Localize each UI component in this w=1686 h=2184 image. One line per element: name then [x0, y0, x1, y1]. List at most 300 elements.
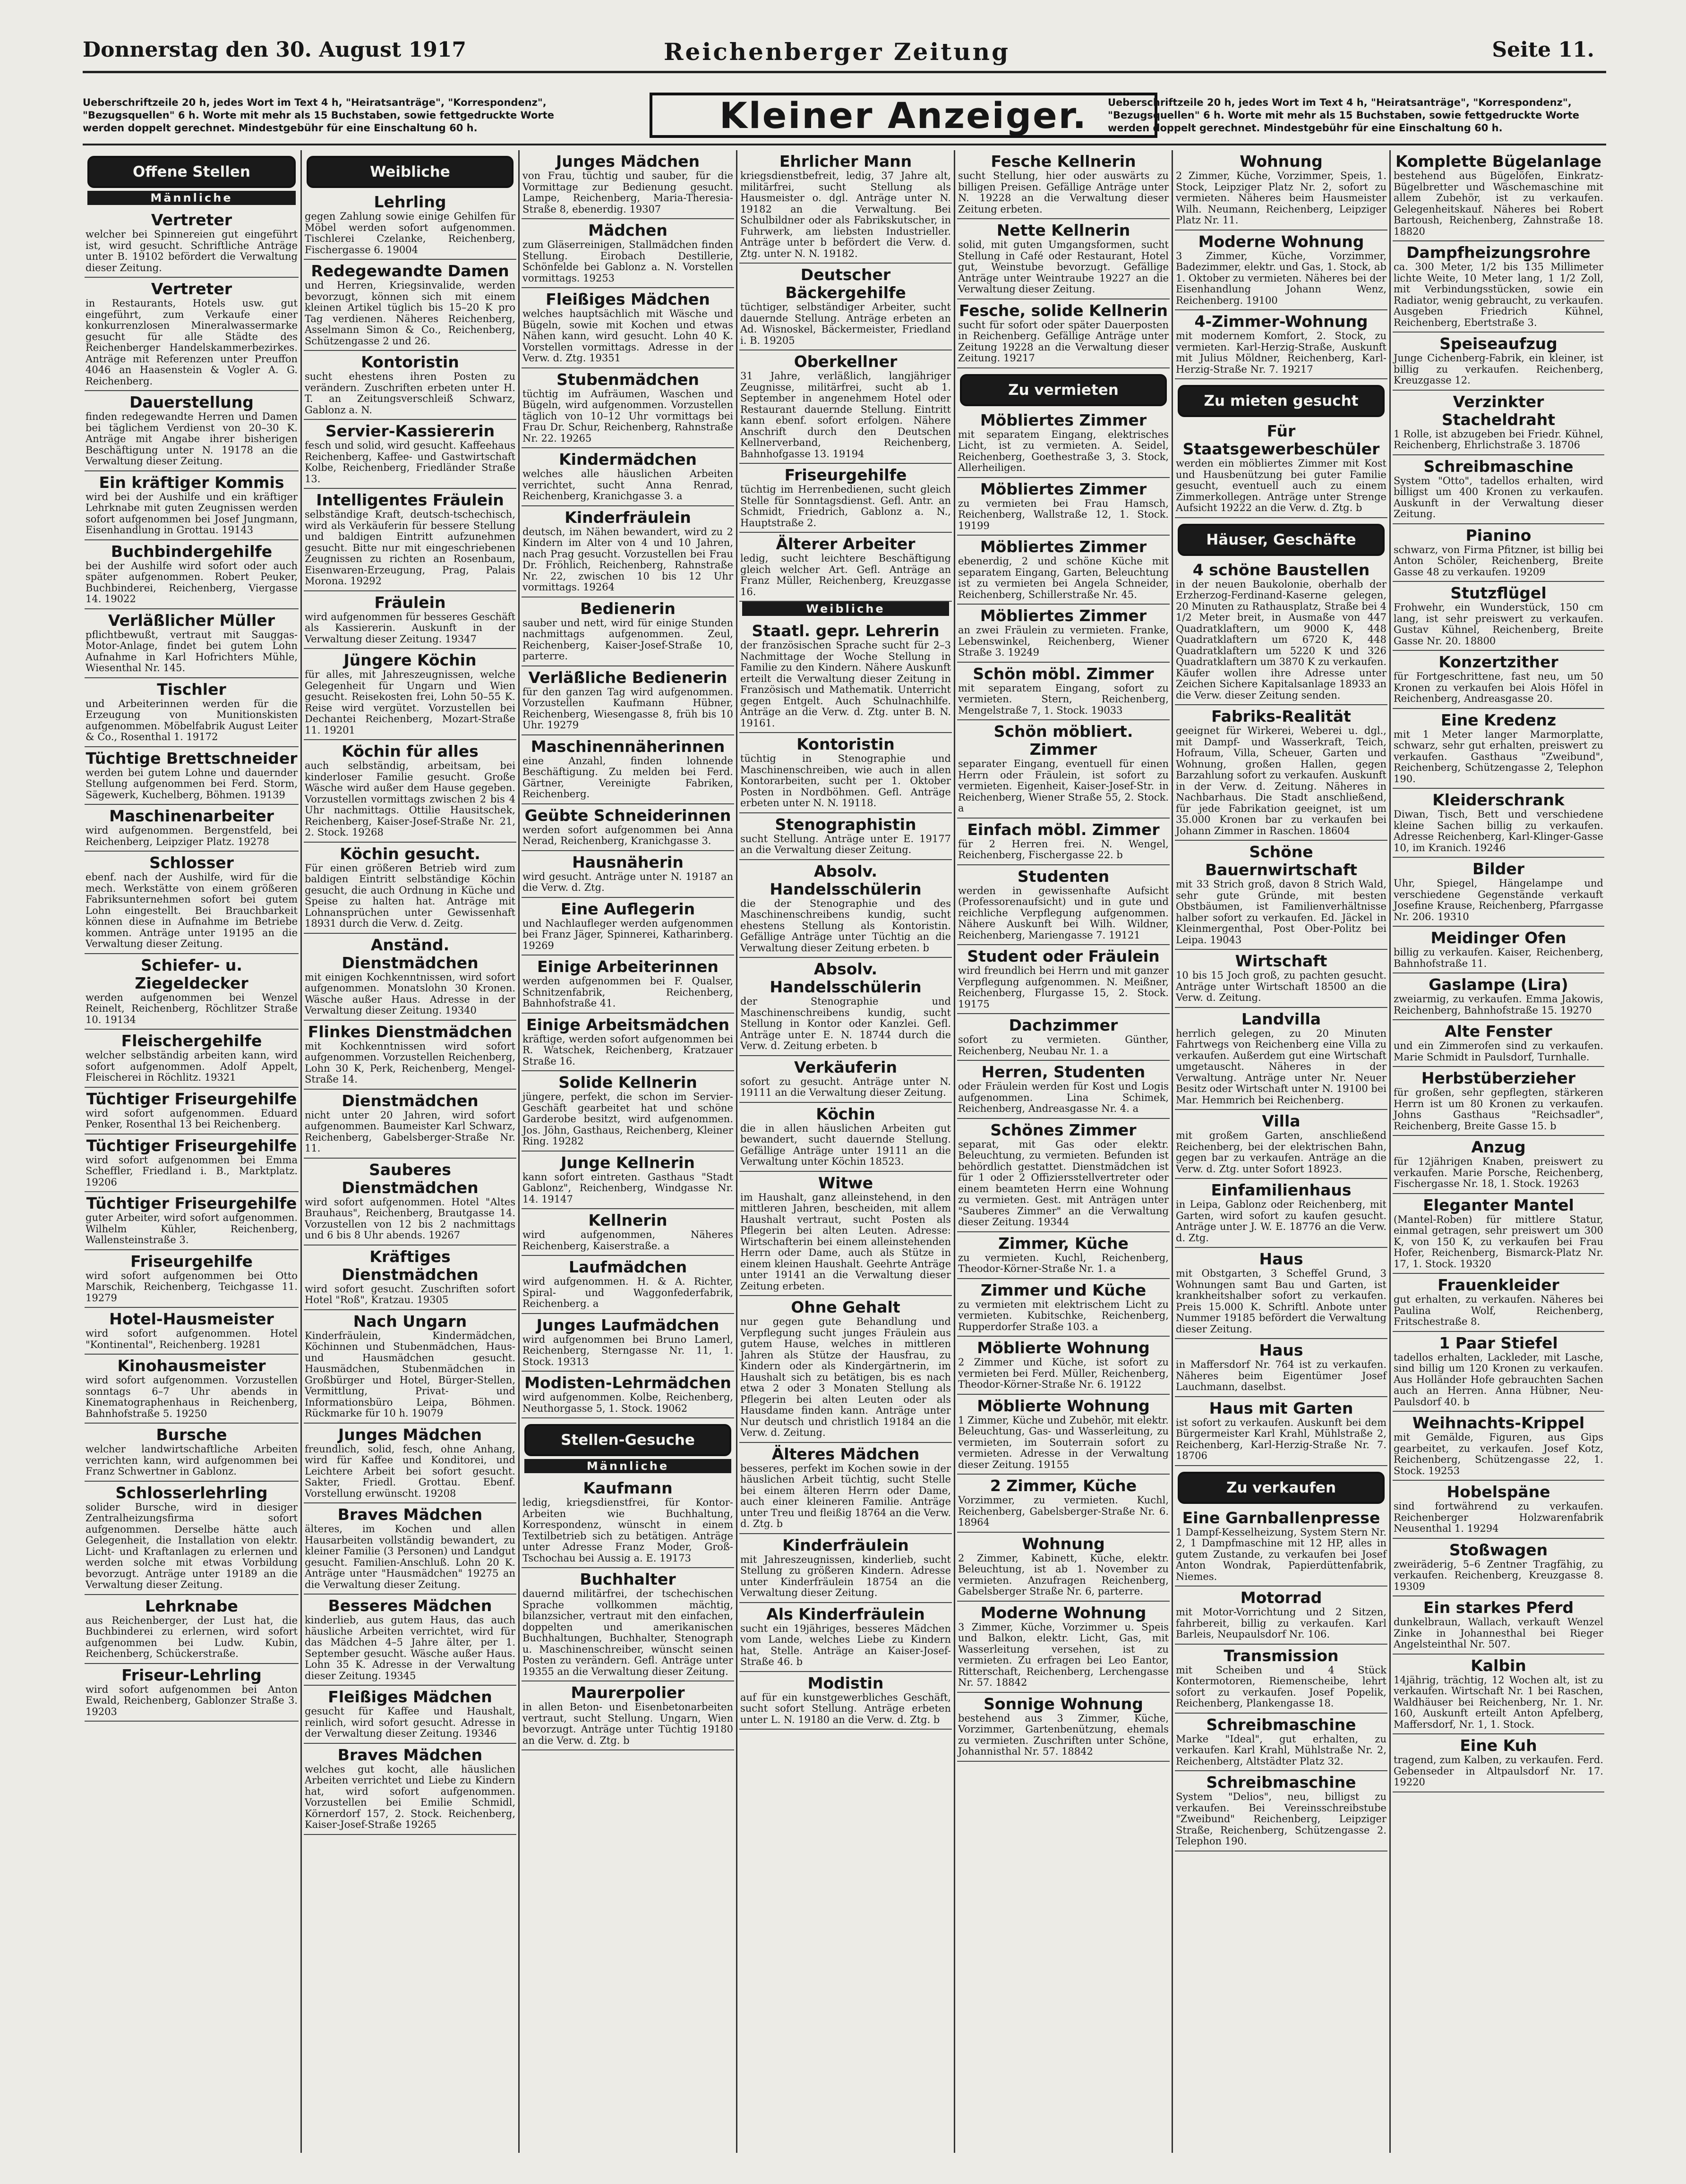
ad-text: wird sofort aufgenommen. Vorzustellen sonntags 6–7 Uhr abends in Kinematographenhaus in Reichenberg, Bahnhofstraße 5. 19250: [86, 1374, 298, 1419]
ad-heading: Tischler: [157, 680, 226, 699]
ad-text: mit Gemälde, Figuren, aus Gips gearbeitet, zu verkaufen. Josef Kotz, Reichenberg, Schützengasse 22, 1. Stock. 19253: [1394, 1432, 1603, 1476]
ad-heading: Haus mit Garten: [1209, 1399, 1353, 1417]
classified-ad: [85, 678, 299, 747]
classified-ad: [522, 597, 734, 666]
classified-ad: [85, 1424, 299, 1482]
ad-heading: 2 Zimmer, Küche: [990, 1476, 1137, 1495]
classified-ad: [1175, 1714, 1387, 1772]
ad-heading: Laufmädchen: [568, 1258, 687, 1276]
classified-ad: [739, 1103, 952, 1172]
classified-ad: [1393, 1136, 1604, 1194]
ad-text: welcher landwirtschaftliche Arbeiten verrichten kann, wird aufgenommen bei Franz Schwertner in Gablonz.: [86, 1443, 298, 1477]
ad-text: in Leipa, Gablonz oder Reichenberg, mit Garten, wird sofort zu kaufen gesucht. Anträge unter J. W. E. 18776 an die Verw. d. Ztg.: [1176, 1199, 1386, 1244]
subsection-heading: Weibliche: [742, 602, 949, 616]
ad-heading: Bursche: [156, 1425, 227, 1444]
ad-heading: Schöne Bauernwirtschaft: [1205, 843, 1357, 879]
ad-heading: Maschinenarbeiter: [109, 807, 274, 825]
classified-ad: [1175, 420, 1387, 518]
classified-ad: [85, 954, 299, 1030]
classified-ad: [1393, 1655, 1604, 1735]
ad-text: welcher bei Spinnereien gut eingeführt ist, wird gesucht. Schriftliche Anträge unter B. 19102 befördert die Verwaltung dieser Zeitung.: [86, 229, 298, 273]
classified-ad: [957, 865, 1170, 946]
ad-heading: Buchhalter: [580, 1570, 676, 1588]
ad-text: eine Anzahl, finden lohnende Beschäftigung. Zu melden bei Ferd. Gärtner, Vereinigte Fabriken, Reichenberg.: [522, 755, 733, 800]
ad-text: wird aufgenommen für besseres Geschäft als Kassiererin. Auskunft in der Verwaltung dieser Zeitung. 19347: [305, 611, 515, 645]
ad-text: jüngere, perfekt, die schon im Servier-Geschäft gearbeitet hat und schöne Garderobe besitzt, wird aufgenommen. Jos. Jöhn, Gasthaus, Reichenberg, Kleiner Ring. 19282: [522, 1091, 733, 1147]
classified-ad: [522, 448, 734, 506]
ad-text: im Haushalt, ganz alleinstehend, in den mittleren Jahren, bescheiden, mit allem Haushalt vertraut, sucht Posten als Pflegerin bei alten Leuten. Adresse: Wirtschafterin bei einem alleinstehenden Herrn oder Dame, auch als Stütze in einem kleinen Haushalt. Geehrte Anträge unter 19141 an die Verwaltung dieser Zeitung erbeten.: [740, 1191, 951, 1292]
classified-ad: [85, 1088, 299, 1135]
ad-text: 1 Zimmer, Küche und Zubehör, mit elektr. Beleuchtung, Gas- und Wasserleitung, zu vermieten, im Souterrain sofort zu vermieten. Adresse in der Verwaltung dieser Zeitung. 19155: [958, 1414, 1169, 1470]
classified-ad: [1175, 1587, 1387, 1645]
classified-ad: [957, 720, 1170, 819]
ad-text: die in allen häuslichen Arbeiten gut bewandert, sucht dauernde Stellung. Gefällige Anträge unter 19111 an die Verwaltung unter Köchin 18523.: [740, 1122, 951, 1167]
ad-text: tragend, zum Kalben, zu verkaufen. Ferd. Gebenseder in Altpaulsdorf Nr. 17. 19220: [1394, 1754, 1603, 1788]
ad-heading: Als Kinderfräulein: [766, 1604, 925, 1623]
ad-heading: Fesche Kellnerin: [991, 152, 1136, 171]
ad-heading: Dampfheizungsrohre: [1406, 243, 1591, 262]
classified-ad: [957, 150, 1170, 219]
rate-notice-left: Ueberschriftzeile 20 h, jedes Wort im Text 4 h, "Heiratsanträge", "Korrespondenz", "Bezugsquellen" 6 h. Worte mit mehr als 15 Buchstaben, sowie fettgedruckte Worte werden doppelt gerechnet. Mindestgebühr für eine Einschaltung 60 h.: [83, 97, 555, 134]
ad-heading: Schreibmaschine: [1206, 1773, 1356, 1792]
classified-ad: [739, 860, 952, 958]
ad-heading: Besseres Mädchen: [328, 1596, 492, 1615]
classified-ad: [304, 934, 516, 1021]
classified-ad: [1175, 1179, 1387, 1248]
classified-ad: [957, 1119, 1170, 1232]
ad-text: sucht für sofort oder später Dauerposten in Reichenberg. Gefällige Anträge unter Zeitung 19228 an die Verwaltung dieser Zeitung. 19217: [958, 319, 1169, 364]
classified-ad: [957, 663, 1170, 721]
ad-text: und Arbeiterinnen werden für die Erzeugung von Munitionskisten aufgenommen. Möbelfabrik August Leiter & Co., Rosenthal 1. 19172: [86, 698, 298, 742]
ad-heading: Anzug: [1471, 1138, 1526, 1156]
ad-heading: Moderne Wohnung: [980, 1603, 1147, 1622]
ad-heading: Kräftiges Dienstmädchen: [342, 1247, 479, 1284]
classified-ad: [957, 945, 1170, 1014]
ad-text: freundlich, solid, fesch, ohne Anhang, wird für Kaffee und Konditorei, und Leichtere Arbeit bei sofort gesucht. Sakter, Friedl. Grottau. Ebenf. Vorstellung erwünscht. 19208: [305, 1443, 515, 1499]
ad-heading: Verkäuferin: [794, 1058, 897, 1076]
classified-ad: [1393, 241, 1604, 333]
classified-ad: [304, 1090, 516, 1159]
ad-text: Uhr, Spiegel, Hängelampe und verschiedene Gegenstände verkauft Josefine Krause, Reichenberg, Pfarrgasse Nr. 206. 19310: [1394, 878, 1603, 922]
ad-heading: Fräulein: [374, 593, 446, 612]
classified-ad: [739, 264, 952, 350]
classified-ad: [85, 471, 299, 540]
ad-column: [954, 150, 1172, 2153]
ad-heading: Maurerpolier: [571, 1683, 685, 1702]
classified-ad: [739, 1296, 952, 1443]
ad-heading: Eine Auflegerin: [560, 899, 695, 918]
classified-ad: [1175, 1507, 1387, 1587]
ad-heading: Stutzflügel: [1450, 584, 1547, 602]
ad-text: mit Motor-Vorrichtung und 2 Sitzen, fahrbereit, billig zu verkaufen. Karl Barleis, Neupaulsdorf Nr. 106.: [1176, 1606, 1386, 1640]
subsection-heading: Männliche: [87, 191, 296, 205]
ad-heading: Dienstmädchen: [342, 1091, 479, 1110]
ad-text: Kinderfräulein, Kindermädchen, Köchinnen und Stubenmädchen, Haus- und Hausmädchen gesucht. Hausmädchen, Stubenmädchen in Großbürger und Hotel, Bürger-Stellen, Vermittlung, Privat- und Informationsbüro Leipa, Böhmen. Rückmarke für 10 h. 19079: [305, 1330, 515, 1419]
ad-heading: Vertreter: [151, 211, 232, 229]
classified-ad: [522, 506, 734, 597]
ad-heading: Einige Arbeiterinnen: [537, 957, 719, 976]
ad-heading: Frauenkleider: [1438, 1276, 1559, 1294]
classified-ad: [1175, 150, 1387, 230]
classified-ad: [85, 540, 299, 609]
classified-ad: [85, 1355, 299, 1424]
classified-ad: [957, 1337, 1170, 1395]
ad-text: an zwei Fräulein zu vermieten. Franke, Lebenswinkel, Reichenberg, Wiener Straße 3. 19249: [958, 624, 1169, 658]
ad-text: 2 Zimmer, Küche, Vorzimmer, Speis, 1. Stock, Leipziger Platz Nr. 2, sofort zu vermieten. Näheres beim Hausmeister Wilh. Neumann, Reichenberg, Leipziger Platz Nr. 11.: [1176, 170, 1386, 226]
ad-text: Junge Cichenberg-Fabrik, ein kleiner, ist billig zu verkaufen. Reichenberg, Kreuzgasse 12.: [1394, 352, 1603, 386]
ad-heading: Eleganter Mantel: [1423, 1195, 1574, 1214]
ad-heading: Schiefer- u. Ziegeldecker: [135, 956, 248, 992]
ad-text: 31 Jahre, verläßlich, langjähriger Zeugnisse, militärfrei, sucht ab 1. September in angenehmem Hotel oder Restaurant dauernde Stellung. Eintritt kann ebenf. sofort erfolgen. Nähere Anschrift durch den Deutschen Kellnerverband, Reichenberg, Bahnhofgasse 13. 19194: [740, 370, 951, 460]
ad-heading: Villa: [1262, 1112, 1301, 1130]
ad-heading: Ein starkes Pferd: [1423, 1598, 1574, 1617]
ad-text: sofort zu gesucht. Anträge unter N. 19111 an die Verwaltung dieser Zeitung.: [740, 1075, 951, 1098]
ad-text: dunkelbraun, Wallach, verkauft Wenzel Zinke in Johannesthal bei Rieger Angelsteinthal Nr. 507.: [1394, 1616, 1603, 1650]
classified-ad: [739, 533, 952, 602]
classified-ad: [1175, 310, 1387, 379]
ad-text: 3 Zimmer, Küche, Vorzimmer, Badezimmer, elektr. und Gas, 1. Stock, ab 1. Oktober zu vermieten. Näheres bei der Eisenhandlung Johann Wenz, Reichenberg. 19100: [1176, 250, 1386, 306]
ad-heading: Oberkellner: [794, 352, 898, 371]
ad-text: wird sofort gesucht. Zuschriften sofort Hotel "Roß", Kratzau. 19305: [305, 1283, 515, 1305]
ad-heading: Herren, Studenten: [981, 1063, 1146, 1081]
ad-heading: Kleiderschrank: [1432, 791, 1565, 809]
ad-heading: Stubenmädchen: [556, 370, 699, 389]
ad-columns: [83, 150, 1606, 2153]
classified-ad: [304, 591, 516, 649]
classified-ad: [85, 1135, 299, 1193]
ad-text: werden bei gutem Lohne und dauernder Stellung aufgenommen bei Ferd. Storm, Sägewerk, Kuchelberg, Böhmen. 19139: [86, 767, 298, 801]
ad-heading: Schlosserlehrling: [115, 1483, 268, 1502]
ad-text: wird aufgenommen bei Bruno Lamerl, Reichenberg, Sterngasse Nr. 11, 1. Stock. 19313: [522, 1333, 733, 1367]
section-heading: Offene Stellen: [87, 156, 296, 188]
ad-heading: Hobelspäne: [1446, 1483, 1550, 1501]
ad-heading: Tüchtiger Friseurgehilfe: [86, 1089, 297, 1108]
classified-ad: [1393, 1481, 1604, 1539]
ad-text: 2 Zimmer, Kabinett, Küche, elektr. Beleuchtung, ist ab 1. November zu vermieten. Anzufragen Reichenberg, Gabelsberger Straße Nr. 6, parterre.: [958, 1552, 1169, 1597]
classified-ad: [1393, 651, 1604, 709]
classified-ad: [522, 368, 734, 449]
ad-heading: Junges Laufmädchen: [536, 1315, 719, 1334]
masthead-rule: [83, 71, 1606, 73]
ad-heading: Eine Kredenz: [1440, 710, 1557, 729]
classified-ad: [1175, 950, 1387, 1008]
ad-heading: Möblierte Wohnung: [977, 1339, 1150, 1357]
classified-ad: [85, 805, 299, 852]
classified-ad: [304, 1159, 516, 1246]
classified-ad: [1393, 858, 1604, 927]
classified-ad: [1393, 582, 1604, 651]
classified-ad: [1175, 1771, 1387, 1851]
ad-text: mit Scheiben und 4 Stück Kontermotoren, Riemenscheibe, lehrt sofort zu verkaufen. Josef Popelik, Reichenberg, Plankengasse 18.: [1176, 1664, 1386, 1709]
ad-text: wird sofort aufgenommen. Hotel "Altes Brauhaus", Reichenberg, Brautgasse 14. Vorzustellen von 12 bis 2 nachmittags und 6 bis 8 Uhr abends. 19267: [305, 1196, 515, 1241]
classified-ad: [304, 1503, 516, 1595]
ad-text: mit Kochkenntnissen wird sofort aufgenommen. Vorzustellen Reichenberg, Lohn 30 K, Perk, Reichenberg, Mengel-Straße 14.: [305, 1040, 515, 1085]
ad-text: ebenf. nach der Aushilfe, wird für die mech. Werkstätte von einem größeren Fabriksunternehmen sofort bei gutem Lohn eingestellt. Bei Brauchbarkeit können diese in Aufnahme im Betriebe kommen. Anträge unter 19195 an die Verwaltung dieser Zeitung.: [86, 871, 298, 949]
classified-ad: [1393, 1734, 1604, 1792]
ad-text: werden ein möbliertes Zimmer mit Kost und Hausbenützung bei guter Familie gesucht, eventuell auch zu einem Zimmerkollegen. Anträge unter Strenge Aufsicht 19222 an die Verw. d. Ztg. b: [1176, 458, 1386, 513]
ad-heading: Älteres Mädchen: [771, 1444, 920, 1463]
ad-heading: Braves Mädchen: [337, 1505, 483, 1524]
ad-heading: Lehrknabe: [145, 1596, 238, 1615]
ad-text: mit modernem Komfort, 2. Stock, zu vermieten. Karl-Herzig-Straße, Auskunft mit Julius Möldner, Reichenberg, Karl-Herzig-Straße Nr. 7. 19217: [1176, 330, 1386, 375]
ad-heading: Speiseaufzug: [1439, 334, 1558, 353]
classified-ad: [957, 1533, 1170, 1602]
classified-ad: [1175, 705, 1387, 841]
ad-column: [736, 150, 954, 2153]
classified-ad: [522, 1477, 734, 1568]
ad-text: welches gut kocht, alle häuslichen Arbeiten verrichtet und Liebe zu Kindern hat, wird sofort aufgenommen. Vorzustellen bei Emilie Schmidl, Körnerdorf 157, 2. Stock. Reichenberg, Kaiser-Josef-Straße 19265: [305, 1763, 515, 1830]
classified-ad: [957, 1279, 1170, 1337]
classified-header: [83, 93, 1606, 140]
ad-heading: Jüngere Köchin: [343, 651, 477, 669]
ad-text: ebenerdig, 2 und schöne Küche mit separatem Eingang, Garten, Beleuchtung ist zu vermieten bei Angela Schneider, Reichenberg, Schillerstraße Nr. 45.: [958, 555, 1169, 600]
ad-heading: Modistin: [807, 1673, 884, 1692]
classified-ad: [522, 898, 734, 956]
ad-text: wird aufgenommen, Näheres Reichenberg, Kaiserstraße. a: [522, 1229, 733, 1252]
ad-heading: Bilder: [1472, 860, 1525, 878]
section-heading: Weibliche: [307, 156, 514, 188]
ad-text: älteres, im Kochen und allen Hausarbeiten vollständig bewandert, zu kleiner Familie (3 Personen) und Landgut gesucht. Familien-Anschluß. Lohn 20 K. Anträge unter "Hausmädchen" 19275 an die Verwaltung dieser Zeitung.: [305, 1523, 515, 1590]
classified-ad: [1175, 1008, 1387, 1110]
ad-text: ledig, kriegsdienstfrei, für Kontor-Arbeiten wie Buchhaltung, Korrespondenz, wünscht in einem Textilbetrieb sich zu betätigen. Anträge unter Adresse Franz Moder, Groß-Tschochau bei Aussig a. E. 19173: [522, 1497, 733, 1564]
ad-text: kinderlieb, aus gutem Haus, das auch häusliche Arbeiten verrichtet, wird für das Mädchen 4–5 Jahre älter, per 1. September gesucht. Wäsche außer Haus. Lohn 35 K. Adresse in der Verwaltung dieser Zeitung. 19345: [305, 1614, 515, 1681]
classified-ad: [957, 299, 1170, 368]
ad-heading: Tüchtige Brettschneider: [86, 749, 298, 768]
ad-text: nur gegen gute Behandlung und Verpflegung sucht junges Fräulein aus gutem Hause, welches in mittleren Jahren als Stütze der Hausfrau, zu Kindern oder als Kindergärtnerin, im Haushalt sich zu betätigen, bis es nach etwa 2 oder 3 Monaten Stellung als Pflegerin bei alten Leuten oder als Hausdame finden kann. Anträge unter Nur deutsch und christlich 19184 an die Verw. d. Zeitung.: [740, 1316, 951, 1438]
ad-heading: Maschinennäherinnen: [531, 737, 725, 756]
ad-text: wird gesucht. Anträge unter N. 19187 an die Verw. d. Ztg.: [522, 870, 733, 893]
classified-ad: [1393, 1067, 1604, 1136]
ad-heading: Kellnerin: [588, 1211, 668, 1229]
ad-text: gut erhalten, zu verkaufen. Näheres bei Paulina Wolf, Reichenberg, Fritschestraße 8.: [1394, 1294, 1603, 1327]
ad-heading: Meidinger Ofen: [1430, 929, 1566, 947]
ad-text: wird bei der Aushilfe und ein kräftiger Lehrknabe mit guten Zeugnissen werden sofort aufgenommen bei Josef Jungmann, Eisenhandlung in Grottau. 19143: [86, 491, 298, 536]
ad-heading: Modisten-Lehrmädchen: [524, 1374, 731, 1392]
classified-ad: [1393, 973, 1604, 1020]
ad-heading: Nach Ungarn: [353, 1312, 467, 1331]
classified-ad: [304, 843, 516, 934]
ad-heading: Schreibmaschine: [1423, 457, 1574, 476]
classified-ad: [85, 1192, 299, 1250]
ad-heading: Dachzimmer: [1009, 1016, 1118, 1034]
ad-text: sucht ehestens ihren Posten zu verändern. Zuschriften erbeten unter H. T. an Zeitungsverschleiß Schwarz, Gablonz a. N.: [305, 371, 515, 416]
ad-text: tüchtig im Aufräumen, Waschen und Bügeln, wird aufgenommen. Vorzustellen täglich von 10–12 Uhr vormittags bei Frau Dr. Schur, Reichenberg, Rahnstraße Nr. 22. 19265: [522, 388, 733, 444]
ad-text: zu vermieten. Kuchl, Reichenberg, Theodor-Körner-Straße Nr. 1. a: [958, 1252, 1169, 1274]
ad-heading: Älterer Arbeiter: [776, 535, 916, 553]
ad-text: separat, mit Gas oder elektr. Beleuchtung, zu vermieten. Befunden ist behördlich gestattet. Dienstmädchen ist für 1 oder 2 Offiziersstellvertreter oder einem beamteten Herrn eine Wohnung zu vermieten. Gest. mit Anträgen unter "Sauberes Zimmer" an die Verwaltung dieser Zeitung. 19344: [958, 1138, 1169, 1228]
ad-text: mit einigen Kochkenntnissen, wird sofort aufgenommen. Monatslohn 30 Kronen. Wäsche außer Haus. Adresse in der Verwaltung dieser Zeitung. 19340: [305, 971, 515, 1016]
ad-heading: Schön möbliert. Zimmer: [993, 722, 1133, 759]
ad-text: kann sofort eintreten. Gasthaus "Stadt Gablonz", Reichenberg, Windgasse Nr. 14. 19147: [522, 1171, 733, 1205]
ad-heading: Verzinkter Stacheldraht: [1442, 392, 1555, 429]
ad-column: [83, 150, 300, 2153]
ad-heading: Möblierte Wohnung: [977, 1396, 1150, 1415]
classified-ad: [85, 1030, 299, 1088]
ad-text: werden aufgenommen bei Wenzel Reinelt, Reichenberg, Röchlitzer Straße 10. 19134: [86, 991, 298, 1025]
ad-text: System "Delios", neu, billigst zu verkaufen. Bei Vereinsschreibstube "Zweibund" Reichenberg, Leipziger Straße, Reichenberg, Schützengasse 2. Telephon 190.: [1176, 1791, 1386, 1847]
classified-ad: [522, 1014, 734, 1072]
ad-text: 14jährig, trächtig, 12 Wochen alt, ist zu verkaufen. Wirtschaft Nr. 1 bei Raschen, Waldhäuser bei Reichenberg, Nr. 1. Nr. 160, Auskunft erteilt Anton Apfelberg, Maffersdorf, Nr. 1, 1. Stock.: [1394, 1674, 1603, 1730]
classified-ad: [522, 851, 734, 898]
ad-text: zweiräderig, 5–6 Zentner Tragfähig, zu verkaufen. Reichenberg, Kreuzgasse 8. 19309: [1394, 1558, 1603, 1592]
classified-ad: [1393, 1596, 1604, 1655]
section-heading: Zu verkaufen: [1178, 1472, 1385, 1504]
ad-heading: 4 schöne Baustellen: [1192, 560, 1370, 579]
classified-ad: [1393, 1274, 1604, 1332]
ad-heading: Kinderfräulein: [565, 508, 691, 527]
ad-text: kräftige, werden sofort aufgenommen bei R. Watschek, Reichenberg, Kratzauer Straße 16.: [522, 1033, 733, 1067]
ad-heading: Anständ. Dienstmädchen: [342, 935, 479, 972]
ad-heading: Junges Mädchen: [556, 152, 700, 171]
ad-text: in der neuen Baukolonie, oberhalb der Erzherzog-Ferdinand-Kaserne gelegen, 20 Minuten zu Rathausplatz, Straße bei 4 1/2 Meter breit, in Ausmaße von 447 Quadratklaftern, um 9000 K, 448 Quadratklaftern um 6720 K, 448 Quadratklaftern um 5220 K und 326 Quadratklaftern um 3870 K zu verkaufen. Käufer wollen ihre Adresse unter Zeichen Sichere Kapitalsanlage 18933 an die Verw. dieser Zeitung senden.: [1176, 578, 1386, 701]
ad-text: ist sofort zu verkaufen. Auskunft bei dem Bürgermeister Karl Krahl, Mühlstraße 2, Reichenberg, Karl-Herzig-Straße Nr. 7. 18706: [1176, 1416, 1386, 1461]
ad-text: finden redegewandte Herren und Damen bei täglichem Verdienst von 20–30 K. Anträge mit Angabe ihrer bisherigen Beschäftigung unter N. 19178 an die Verwaltung dieser Zeitung.: [86, 411, 298, 467]
classified-ad: [1175, 230, 1387, 311]
ad-heading: Haus: [1259, 1341, 1303, 1359]
classified-ad: [304, 1424, 516, 1504]
classified-ad: [957, 605, 1170, 663]
ad-text: auf für ein kunstgewerbliches Geschäft, sucht sofort Stellung. Anträge erbeten unter L. N. 19180 an die Verw. d. Ztg. b: [740, 1691, 951, 1725]
classified-ad: [739, 150, 952, 264]
ad-heading: Lehrling: [374, 193, 446, 211]
ad-text: sauber und nett, wird für einige Stunden nachmittags aufgenommen. Zeul, Reichenberg, Kaiser-Josef-Straße 10, parterre.: [522, 617, 733, 662]
ad-text: für alles, mit Jahreszeugnissen, welche Gelegenheit für Ungarn und Wien gesucht. Reisekosten frei, Lohn 50–55 K. Reise wird vergütet. Vorzustellen bei Dechantei Reichenberg, Mozart-Straße 11. 19201: [305, 669, 515, 736]
ad-text: 10 bis 15 Joch groß, zu pachten gesucht. Anträge unter Wirtschaft 18500 an die Verw. d. Zeitung.: [1176, 970, 1386, 1003]
classified-ad: [1393, 524, 1604, 582]
classified-ad: [739, 1534, 952, 1603]
ad-text: gegen Zahlung sowie einige Gehilfen für Möbel werden sofort aufgenommen. Tischlerei Czelanke, Reichenberg, Fischergasse 6. 19004: [305, 211, 515, 256]
ad-heading: Transmission: [1224, 1646, 1339, 1665]
classified-ad: [85, 852, 299, 954]
classified-ad: [304, 191, 516, 260]
ad-heading: Möbliertes Zimmer: [980, 479, 1147, 498]
classified-ad: [304, 1744, 516, 1835]
classified-ad: [304, 649, 516, 740]
ad-heading: Schreibmaschine: [1206, 1715, 1356, 1734]
ad-text: sucht ein 19jähriges, besseres Mädchen vom Lande, welches Liebe zu Kindern hat, Stelle. Anträge an Kaiser-Josef-Straße 46. b: [740, 1622, 951, 1667]
ad-heading: Fleißiges Mädchen: [328, 1688, 492, 1706]
classified-ad: [304, 260, 516, 351]
classified-ad: [1175, 841, 1387, 950]
ad-text: geeignet für Wirkerei, Weberei u. dgl., mit Dampf- und Wasserkraft, Teich, Hofraum, Villa, Scheuer, Garten und Wohnung, großen Hallen, gegen Barzahlung sofort zu verkaufen. Auskunft in der Verw. d. Zeitung. Näheres in Nachbarhaus. Die Stadt anschließend, für jede Fabrikation geeignet, ist um 35.000 Kronen bar zu verkaufen bei Johann Zimmer in Raschen. 18604: [1176, 725, 1386, 836]
ad-text: (Mantel-Roben) für mittlere Statur, einmal getragen, sehr preiswert um 300 K, von 150 K, zu verkaufen bei Frau Hofer, Reichenberg, Bismarck-Platz Nr. 17, 1. Stock. 19320: [1394, 1213, 1603, 1270]
ad-heading: Ehrlicher Mann: [779, 152, 912, 171]
header-rule: [83, 144, 1606, 145]
ad-text: für großen, sehr gepflegten, stärkeren Herrn ist um 80 Kronen zu verkaufen. Johns Gasthaus "Reichsadler", Reichenberg, Breite Gasse 15. b: [1394, 1087, 1603, 1132]
ad-heading: Wohnung: [1022, 1534, 1105, 1553]
ad-text: sind fortwährend zu verkaufen. Reichenberger Holzwarenfabrik Neusenthal 1. 19294: [1394, 1501, 1603, 1534]
ad-text: mit Obstgarten, 3 Scheffel Grund, 3 Wohnungen samt Bau und Garten, ist krankheitshalber sofort zu verkaufen. Preis 15.000 K. Schriftl. Anbote unter Nummer 19185 befördert die Verwaltung dieser Zeitung.: [1176, 1268, 1386, 1335]
section-heading: Häuser, Geschäfte: [1178, 524, 1385, 556]
ad-heading: Komplette Bügelanlage: [1395, 152, 1602, 171]
classified-ad: [1393, 1539, 1604, 1597]
ad-heading: Student oder Fräulein: [967, 947, 1160, 965]
ad-heading: Einige Arbeitsmädchen: [526, 1015, 729, 1034]
classified-ad: [1393, 1412, 1604, 1481]
ad-text: System "Otto", tadellos erhalten, wird billigst um 400 Kronen zu verkaufen. Auskunft in der Verwaltung dieser Zeitung.: [1394, 475, 1603, 520]
ad-column: [1389, 150, 1606, 2153]
ad-text: Frohwehr, ein Wunderstück, 150 cm lang, ist sehr preiswert zu verkaufen. Gustav Kühnel, Reichenberg, Breite Gasse Nr. 20. 18800: [1394, 602, 1603, 647]
classified-ad: [957, 1602, 1170, 1693]
ad-heading: Sauberes Dienstmädchen: [342, 1160, 479, 1197]
ad-heading: Junges Mädchen: [338, 1425, 482, 1444]
ad-heading: Zimmer und Küche: [980, 1280, 1147, 1299]
ad-heading: Staatl. gepr. Lehrerin: [752, 622, 940, 640]
classified-ad: [1393, 1194, 1604, 1274]
ad-heading: Köchin gesucht.: [340, 844, 480, 863]
classified-ad: [522, 288, 734, 368]
ad-heading: Junge Kellnerin: [561, 1153, 695, 1172]
ad-heading: Kontoristin: [796, 735, 895, 753]
classified-ad: [1175, 1645, 1387, 1714]
ad-text: in allen Beton- und Eisenbetonarbeiten vertraut, sucht Stellung. Ungarn, Wien bevorzugt. Anträge unter Tüchtig 19180 an die Verw. d. Ztg. b: [522, 1701, 733, 1746]
ad-text: zum Gläserreinigen, Stallmädchen finden Stellung. Eirobach Destillerie, Schönfelde bei Gablonz a. N. Vorstellen vormittags. 19253: [522, 239, 733, 284]
classified-ad: [522, 735, 734, 804]
ad-text: in Restaurants, Hotels usw. gut eingeführt, zum Verkaufe einer konkurrenzlosen Mineralwassermarke gesucht für alle Städte des Reichenberger Handelskammerbezirkes. Anträge mit Referenzen unter Preuffon 4046 an Haasenstein & Vogler A. G. Reichenberg.: [86, 298, 298, 387]
subsection-heading: Männliche: [524, 1459, 731, 1473]
classified-ad: [85, 747, 299, 805]
ad-text: wird aufgenommen. H. & A. Richter, Spiral- und Waggonfederfabrik, Reichenberg. a: [522, 1276, 733, 1309]
rate-notice-right: Ueberschriftzeile 20 h, jedes Wort im Text 4 h, "Heiratsanträge", "Korrespondenz", "Bezugsquellen" 6 h. Worte mit mehr als 15 Buchstaben, sowie fettgedruckte Worte werden doppelt gerechnet. Mindestgebühr für eine Einschaltung 60 h.: [1108, 97, 1580, 134]
classified-ad: [85, 209, 299, 278]
classified-ad: [304, 1310, 516, 1424]
ad-text: herrlich gelegen, zu 20 Minuten Fahrtwegs von Reichenberg eine Villa zu verkaufen. Außerdem gut eine Wirtschaft umgetauscht. Näheres in der Verwaltung. Anträge unter Nr. Neuer Besitz oder Wirtschaft unter N. 19100 bei Mar. Hemmrich bei Reichenberg.: [1176, 1027, 1386, 1106]
classified-ad: [85, 1308, 299, 1355]
ad-heading: Herbstüberzieher: [1421, 1069, 1576, 1087]
ad-text: schwarz, von Firma Pfitzner, ist billig bei Anton Schöler, Reichenberg, Breite Gasse 48 zu verkaufen. 19209: [1394, 544, 1603, 578]
ad-text: der Stenographie und Maschinenschreibens kundig, sucht Stellung in Kontor oder Kanzlei. Gefl. Anträge unter E. N. 18744 durch die Verw. d. Zeitung erbeten. b: [740, 996, 951, 1051]
classified-ad: [304, 1686, 516, 1744]
ad-text: für Fortgeschrittene, fast neu, um 50 Kronen zu verkaufen bei Alois Höfel in Reichenberg, Andreasgasse 20.: [1394, 671, 1603, 704]
classified-ad: [957, 819, 1170, 865]
ad-text: nicht unter 20 Jahren, wird sofort aufgenommen. Baumeister Karl Schwarz, Reichenberg, Gabelsberger-Straße Nr. 11.: [305, 1109, 515, 1154]
ad-heading: Studenten: [1017, 867, 1110, 886]
ad-heading: Nette Kellnerin: [996, 221, 1130, 239]
ad-text: 1 Dampf-Kesselheizung, System Stern Nr. 2, 1 Dampfmaschine mit 12 HP, alles in gutem Zustande, zu verkaufen bei Josef Anton Wondrak, Papierdüttenfabrik, Niemes.: [1176, 1526, 1386, 1582]
classified-ad: [1393, 150, 1604, 241]
ad-heading: Buchbindergehilfe: [111, 542, 273, 561]
ad-heading: Kontoristin: [361, 353, 459, 371]
ad-text: wird freundlich bei Herrn und mit ganzer Verpflegung aufgenommen. N. Meißner, Reichenberg, Flurgasse 15, 2. Stock. 19175: [958, 965, 1169, 1010]
classified-ad: [522, 1568, 734, 1681]
ad-heading: Friseurgehilfe: [130, 1252, 253, 1271]
classified-ad: [522, 150, 734, 219]
ad-heading: Köchin für alles: [342, 742, 479, 760]
ad-heading: Sonnige Wohnung: [984, 1694, 1143, 1713]
classified-ad: [739, 1672, 952, 1730]
ad-text: zu vermieten mit elektrischem Licht zu vermieten. Kubitschke, Reichenberg, Rupperdorfer Straße 103. a: [958, 1298, 1169, 1332]
classified-ad: [304, 351, 516, 420]
ad-heading: Wohnung: [1240, 152, 1323, 171]
ad-text: tüchtig im Herrenbedienen, sucht gleich Stelle für Sonntagsdienst. Gefl. Antr. an Schmidt, Friedrich, Gablonz a. N., Hauptstraße 2.: [740, 484, 951, 529]
ad-text: wird aufgenommen. Kolbe, Reichenberg, Neuthorgasse 5, 1. Stock. 19062: [522, 1391, 733, 1414]
ad-heading: Stenographistin: [775, 815, 916, 834]
ad-heading: Weihnachts-Krippel: [1412, 1414, 1585, 1432]
ad-text: kriegsdienstbefreit, ledig, 37 Jahre alt, militärfrei, sucht Stellung als Hausmeister o. dgl. Anträge unter N. 19182 an die Verwaltung. Bei Schulbildner oder als Fabrikskutscher, in Fuhrwerk, am liebsten Industrieller. Anträge unter b befördert die Verw. d. Ztg. unter N. N. 19182.: [740, 170, 951, 259]
ad-heading: Friseur-Lehrling: [121, 1665, 262, 1684]
classified-ad: [1393, 927, 1604, 973]
ad-heading: Verläßlicher Müller: [108, 611, 275, 630]
ad-text: fesch und solid, wird gesucht. Kaffeehaus Reichenberg, Kaffee- und Gastwirtschaft Kolbe, Reichenberg, Friedländer Straße 13.: [305, 440, 515, 485]
ad-text: Diwan, Tisch, Bett und verschiedene kleine Sachen billig zu verkaufen. Adresse Reichenberg, Karl-Klinger-Gasse 10, im Kranich. 19246: [1394, 809, 1603, 853]
classified-ad: [522, 1681, 734, 1750]
ad-heading: Geübte Schneiderinnen: [524, 806, 731, 825]
classified-ad: [1175, 1248, 1387, 1339]
ad-column: [300, 150, 518, 2153]
classified-ad: [522, 804, 734, 851]
ad-heading: Tüchtiger Friseurgehilfe: [86, 1136, 297, 1155]
ad-text: werden in gewissenhafte Aufsicht (Professorenaufsicht) und in gute und reichliche Verpflegung aufgenommen. Nähere Auskunft bei Wilh. Wildner, Reichenberg, Mariengasse 7. 19121: [958, 885, 1169, 941]
